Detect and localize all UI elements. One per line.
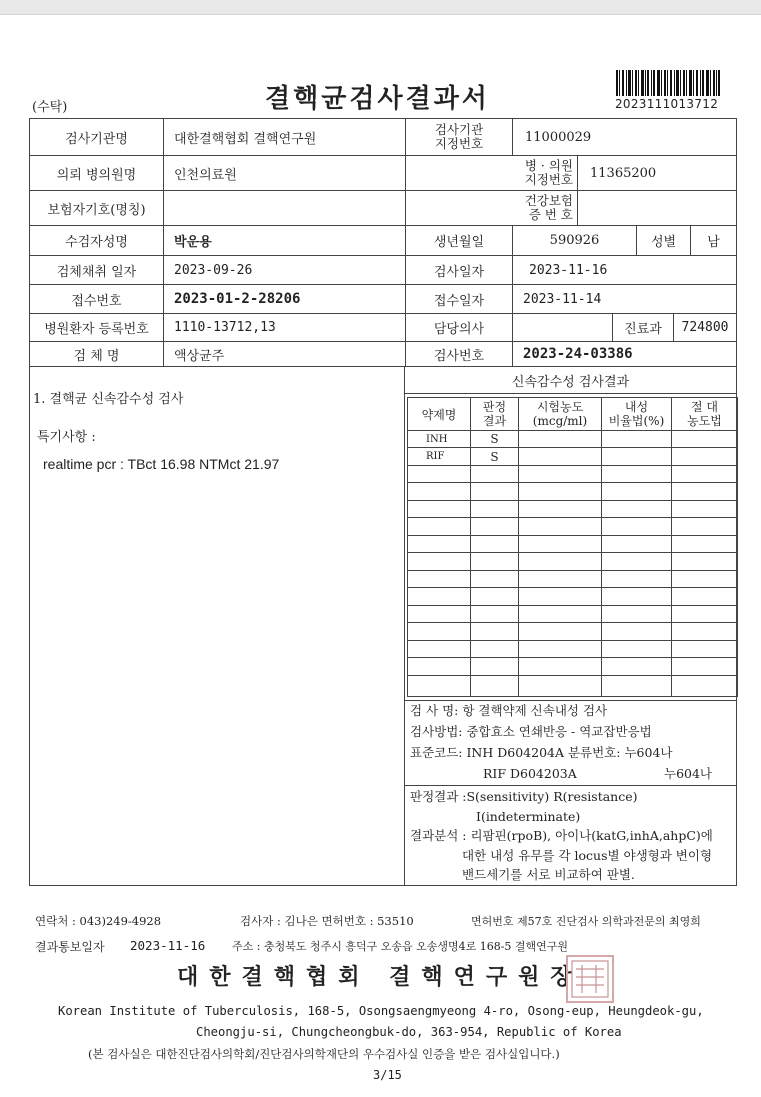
patient-name-label: 수검자성명 <box>65 235 128 250</box>
english-address-line-1: Korean Institute of Tuberculosis, 168-5, Osongsaengmyeong 4-ro, Osong-eup, Heungdeok-gu, <box>58 1004 704 1018</box>
health-ins-value <box>578 191 736 225</box>
collection-date-value: 2023-09-26 <box>174 262 253 278</box>
test-no-value: 2023-24-03386 <box>523 346 633 362</box>
col-ratio-header-line1: 내성 <box>624 400 649 414</box>
col-result-header-line2: 결과 <box>482 414 507 428</box>
barcode-number: 2023111013712 <box>615 97 719 111</box>
judgement-line: 판정결과 :S(sensitivity) R(resistance) <box>410 789 638 804</box>
standard-code-line-2: RIF D604203A <box>483 766 577 781</box>
class-code-line-2: 누604나 <box>664 766 713 781</box>
doctor-value <box>513 314 612 341</box>
test-heading: 1. 결핵균 신속감수성 검사 <box>33 392 184 407</box>
sex-label: 성별 <box>650 235 677 250</box>
barcode-image <box>616 70 720 96</box>
judgement-line-2: I(indeterminate) <box>476 809 581 824</box>
col-absolute-header-line2: 농도법 <box>687 414 722 428</box>
sex-value: 남 <box>707 235 720 250</box>
health-ins-label-line2: 증 번 호 <box>528 207 573 222</box>
receipt-no-value: 2023-01-2-28206 <box>174 291 301 307</box>
english-address-line-2: Cheongju-si, Chungcheongbuk-do, 363-954, Republic of Korea <box>196 1025 622 1039</box>
tester-info: 검사자 : 김나은 면허번호 : 53510 <box>240 914 414 928</box>
lab-designation-label-line2: 지정번호 <box>434 136 484 151</box>
notice-date-value: 2023-11-16 <box>130 938 206 953</box>
analysis-line-3: 밴드세기를 서로 비교하여 판별. <box>462 867 635 882</box>
lab-designation-label-line1: 검사기관 <box>434 122 484 137</box>
clinic-designation-value: 11365200 <box>590 165 657 181</box>
remarks-text: realtime pcr : TBct 16.98 NTMct 21.97 <box>43 456 280 472</box>
col-ratio-header-line2: 비율법(%) <box>608 414 665 428</box>
test-date-label: 검사일자 <box>433 264 485 280</box>
lab-designation-value: 11000029 <box>525 129 592 145</box>
result-row-1-result: S <box>490 432 499 446</box>
insured-symbol-label: 보험자기호(명칭) <box>47 202 146 218</box>
test-name-line: 검 사 명: 항 결핵약제 신속내성 검사 <box>410 703 608 718</box>
clinic-designation-label-line2: 지정번호 <box>524 172 573 187</box>
test-method-line: 검사방법: 중합효소 연쇄반응 - 역교잡반응법 <box>410 724 652 739</box>
test-date-value: 2023-11-16 <box>529 262 608 278</box>
clinic-designation-label <box>406 156 577 190</box>
col-conc-header <box>519 398 601 430</box>
test-no-label: 검사번호 <box>433 348 485 364</box>
result-row-2-drug: RIF <box>426 451 445 462</box>
insured-symbol-value <box>164 191 405 225</box>
organization-name: 대한결핵협회 결핵연구원장 <box>177 964 583 990</box>
result-row-1-drug: INH <box>426 433 448 445</box>
receipt-date-value: 2023-11-14 <box>523 291 602 307</box>
department-value: 724800 <box>681 320 729 335</box>
department-label: 진료과 <box>624 322 662 337</box>
col-conc-header-line1: 시험농도 <box>536 400 584 414</box>
certification-notice: (본 검사실은 대한진단검사의학회/진단검사의학재단의 우수검사실 인증을 받은 검사실입니다.) <box>88 1047 560 1061</box>
lab-name-value: 대한결핵협회 결핵연구원 <box>174 131 317 147</box>
seal-pattern <box>568 957 612 1001</box>
analysis-line: 결과분석 : 리팜핀(rpoB), 아이나(katG,inhA,ahpC)에 <box>410 828 713 843</box>
document-title: 결핵균검사결과서 <box>265 84 490 114</box>
col-result-header <box>471 398 518 430</box>
col-result-header-line1: 판정 <box>482 400 507 414</box>
specimen-label: 검 체 명 <box>73 348 120 364</box>
col-conc-header-line2: (mcg/ml) <box>532 414 588 428</box>
clinic-designation-label-line1: 병 · 의원 <box>524 158 573 173</box>
contact-info: 연락처 : 043)249-4928 <box>35 914 162 928</box>
patient-name-value: 박운용 <box>174 235 212 250</box>
hospital-reg-value: 1110-13712,13 <box>174 320 276 335</box>
health-ins-label <box>406 191 577 225</box>
col-absolute-header <box>672 398 737 430</box>
lab-name-label: 검사기관명 <box>65 131 128 147</box>
analysis-line-2: 대한 내성 유무를 각 locus별 야생형과 변이형 <box>462 848 713 863</box>
collection-date-label: 검체채취 일자 <box>56 264 137 280</box>
remarks-label: 특기사항 : <box>37 430 96 445</box>
referring-hospital-label: 의뢰 병의원명 <box>56 167 137 183</box>
col-drug-header: 약제명 <box>421 407 457 422</box>
rapid-results-title: 신속감수성 검사결과 <box>511 374 630 390</box>
referring-hospital-value: 인천의료원 <box>174 167 237 183</box>
official-seal-stamp <box>566 955 614 1003</box>
address-info: 주소 : 충청북도 청주시 흥덕구 오송읍 오송생명4로 168-5 결핵연구원 <box>232 940 569 953</box>
page-indicator: 3/15 <box>373 1068 402 1082</box>
receipt-no-label: 접수번호 <box>71 293 122 309</box>
hospital-reg-label: 병원환자 등록번호 <box>44 322 149 337</box>
result-row-2-result: S <box>490 449 499 464</box>
receipt-date-label: 접수일자 <box>433 293 485 309</box>
notice-date-label: 결과통보일자 <box>35 940 105 954</box>
viewer-top-bar <box>0 0 761 15</box>
health-ins-label-line1: 건강보험 <box>524 193 573 208</box>
birth-value: 590926 <box>549 233 600 248</box>
standard-code-line: 표준코드: INH D604204A 분류번호: 누604나 <box>410 745 673 760</box>
birth-label: 생년월일 <box>433 235 485 250</box>
specimen-value: 액상균주 <box>174 348 225 364</box>
receipt-mark: (수탁) <box>32 100 68 115</box>
lab-designation-label <box>406 119 512 155</box>
doctor-label: 담당의사 <box>433 322 485 337</box>
col-ratio-header <box>602 398 671 430</box>
col-absolute-header-line1: 절 대 <box>691 400 718 414</box>
license-info: 면허번호 제57호 진단검사 의학과전문의 최영희 <box>471 915 701 928</box>
